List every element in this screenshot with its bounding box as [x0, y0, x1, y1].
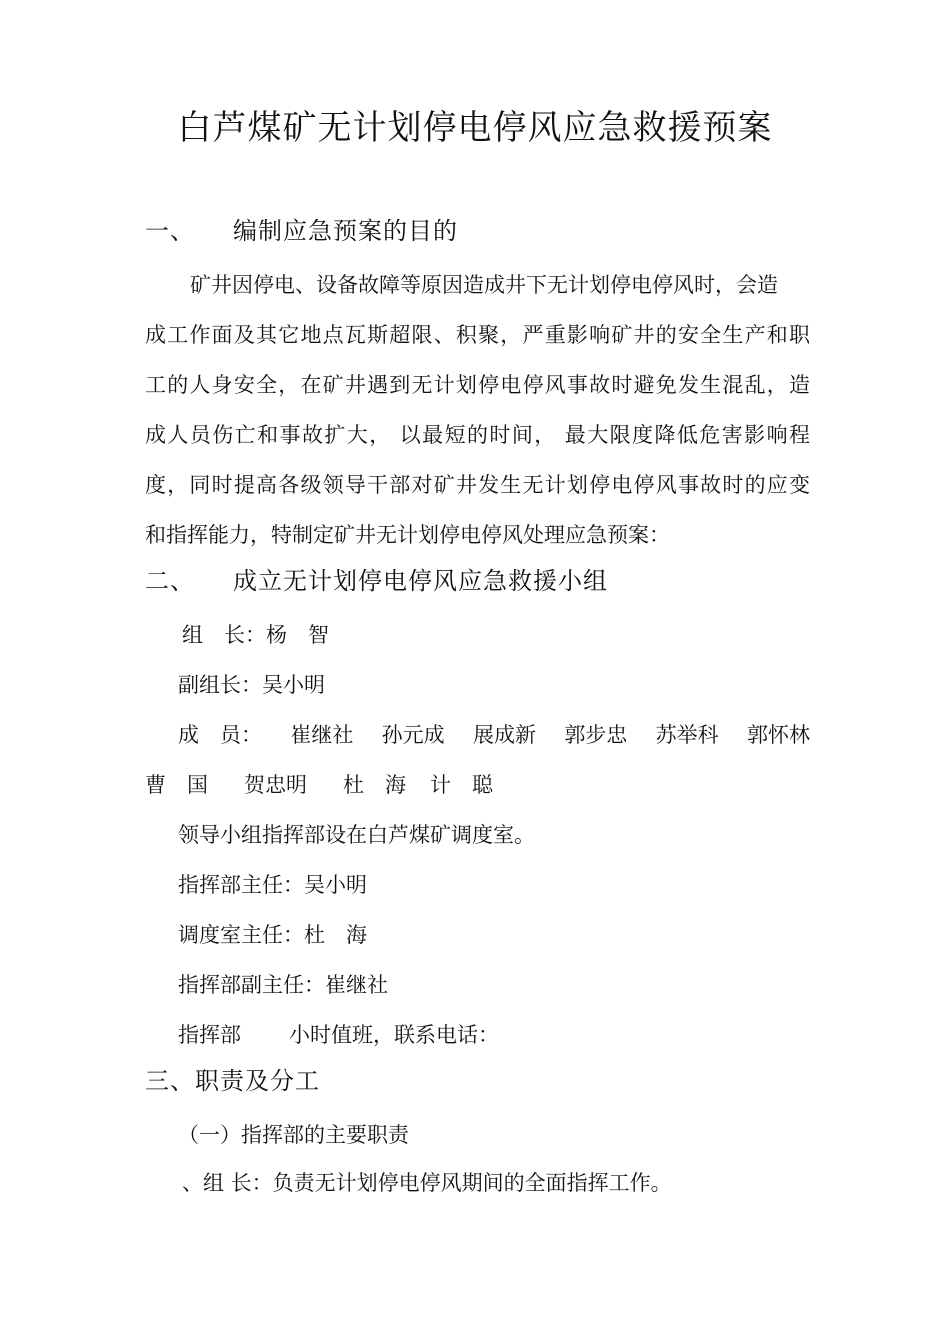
section3-sub1: （一）指挥部的主要职责: [178, 1123, 409, 1147]
section1-number: 一、: [145, 217, 195, 245]
duty-prefix: 指挥部: [178, 1023, 241, 1047]
member-name: 孙元成: [381, 723, 445, 747]
member-name: 郭步忠: [564, 723, 628, 747]
member-name: 郭怀林: [746, 723, 810, 747]
section1-line-3: 工的人身安全，在矿井遇到无计划停电停风事故时避免发生混乱，造: [145, 373, 810, 397]
section1-line-6: 和指挥能力，特制定矿井无计划停电停风处理应急预案：: [145, 523, 670, 547]
section1-line-5: 度，同时提高各级领导干部对矿井发生无计划停电停风事故时的应变: [145, 473, 810, 497]
leader-label: 组 长：: [182, 623, 266, 647]
section2-heading: [145, 566, 810, 596]
section1-line-2: 成工作面及其它地点瓦斯超限、积聚，严重影响矿井的安全生产和职: [145, 323, 810, 347]
section3-heading: 三、职责及分工: [145, 1067, 320, 1095]
section1-line-1: 矿井因停电、设备故障等原因造成井下无计划停电停风时，会造: [190, 273, 778, 297]
leader-line: [182, 620, 847, 650]
member-name: 展成新: [472, 723, 536, 747]
members-line-2: [145, 770, 810, 800]
hq-deputy: 指挥部副主任：崔继社: [178, 973, 388, 997]
document-title: 白芦煤矿无计划停电停风应急救援预案: [177, 108, 773, 148]
hq-location: 领导小组指挥部设在白芦煤矿调度室。: [178, 823, 535, 847]
duty-line: [178, 1020, 843, 1050]
deputy-line: [178, 670, 843, 700]
members-line-1: [178, 720, 810, 750]
section1-line-4: 成人员伤亡和事故扩大， 以最短的时间， 最大限度降低危害影响程: [145, 423, 810, 447]
member-name: 计 聪: [430, 773, 493, 797]
section3-item1: 、组 长：负责无计划停电停风期间的全面指挥工作。: [182, 1171, 672, 1195]
deputy-name: 吴小明: [262, 673, 325, 697]
member-name: 贺忠明: [244, 773, 307, 797]
member-name: 苏举科: [655, 723, 719, 747]
duty-suffix: 小时值班，联系电话：: [289, 1023, 499, 1047]
members-label: 成 员：: [178, 723, 262, 747]
member-name: 杜 海: [343, 773, 406, 797]
dispatch-director: 调度室主任：杜 海: [178, 923, 367, 947]
leader-name: 杨 智: [266, 623, 329, 647]
hq-director: 指挥部主任：吴小明: [178, 873, 367, 897]
deputy-label: 副组长：: [178, 673, 262, 697]
member-name: 崔继社: [290, 723, 354, 747]
member-name: 曹 国: [145, 773, 208, 797]
section2-title: 成立无计划停电停风应急救援小组: [233, 567, 608, 595]
section1-title: 编制应急预案的目的: [233, 217, 458, 245]
section1-heading: [145, 216, 810, 246]
section2-number: 二、: [145, 567, 195, 595]
